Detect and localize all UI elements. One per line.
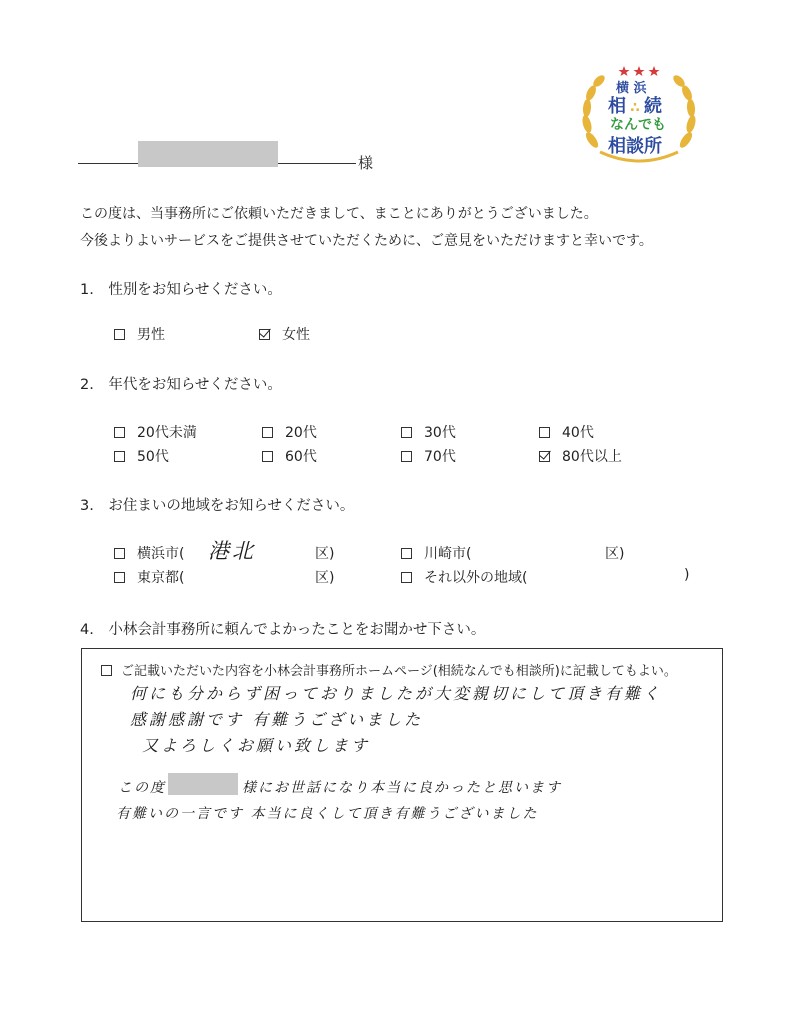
consent-label: ご記載いただいた内容を小林会計事務所ホームページ(相続なんでも相談所)に記載してもよい。 bbox=[121, 664, 677, 679]
option-female[interactable] bbox=[259, 324, 310, 344]
option-label: 20代 bbox=[285, 425, 317, 441]
option-label: 川崎市( bbox=[424, 546, 472, 562]
option-label: それ以外の地域( bbox=[424, 570, 528, 586]
checkbox-icon[interactable] bbox=[114, 427, 125, 438]
honorific: 様 bbox=[358, 154, 374, 172]
handwritten-line-1: 何にも分からず困っておりましたが大変親切にして頂き有難く bbox=[130, 684, 663, 703]
option-under-20[interactable] bbox=[114, 422, 197, 442]
handwritten-line-4a: この度 bbox=[118, 780, 166, 796]
option-60s[interactable] bbox=[262, 446, 317, 466]
option-yokohama[interactable] bbox=[114, 543, 184, 563]
checkbox-icon[interactable] bbox=[262, 427, 273, 438]
intro-line-1: この度は、当事務所にご依頼いただきまして、まことにありがとうございました。 bbox=[80, 206, 598, 222]
intro-line-2: 今後よりよいサービスをご提供させていただくために、ご意見をいただけますと幸いです。 bbox=[80, 233, 653, 249]
checkbox-icon[interactable] bbox=[262, 451, 273, 462]
option-label: 男性 bbox=[137, 327, 165, 343]
logo-dots-icon: ∴ bbox=[630, 100, 640, 116]
question-2-label: 2. 年代をお知らせください。 bbox=[80, 377, 282, 393]
checkbox-icon[interactable] bbox=[114, 451, 125, 462]
logo-line-3: なんでも bbox=[610, 117, 666, 133]
checked-checkbox-icon[interactable] bbox=[259, 329, 270, 340]
ward-suffix-1: 区) bbox=[315, 546, 335, 562]
option-label: 60代 bbox=[285, 449, 317, 465]
option-50s[interactable] bbox=[114, 446, 169, 466]
other-region-close: ) bbox=[684, 567, 690, 583]
option-label: 30代 bbox=[424, 425, 456, 441]
ward-suffix-3: 区) bbox=[315, 570, 335, 586]
question-1-label: 1. 性別をお知らせください。 bbox=[80, 282, 282, 298]
checkbox-icon[interactable] bbox=[401, 451, 412, 462]
option-tokyo[interactable] bbox=[114, 567, 184, 587]
logo-line-4: 相談所 bbox=[608, 136, 662, 157]
option-70s[interactable] bbox=[401, 446, 456, 466]
option-male[interactable] bbox=[114, 324, 165, 344]
option-other-region[interactable] bbox=[401, 567, 527, 587]
option-label: 50代 bbox=[137, 449, 169, 465]
option-label: 80代以上 bbox=[562, 449, 622, 465]
consent-option[interactable] bbox=[101, 660, 677, 679]
option-label: 20代未満 bbox=[137, 425, 197, 441]
option-80s-plus[interactable] bbox=[539, 446, 622, 466]
comment-box[interactable] bbox=[81, 648, 723, 922]
option-kawasaki[interactable] bbox=[401, 543, 471, 563]
handwritten-line-2: 感謝感謝です 有難うございました bbox=[130, 710, 424, 729]
handwritten-line-3: 又よろしくお願い致します bbox=[142, 736, 371, 755]
checked-checkbox-icon[interactable] bbox=[539, 451, 550, 462]
question-4-label: 4. 小林会計事務所に頼んでよかったことをお聞かせ下さい。 bbox=[80, 622, 486, 638]
logo-line-1: 横 浜 bbox=[616, 81, 647, 96]
option-label: 40代 bbox=[562, 425, 594, 441]
checkbox-icon[interactable] bbox=[401, 572, 412, 583]
logo-char-b: 続 bbox=[644, 96, 662, 117]
option-label: 女性 bbox=[282, 327, 310, 343]
option-20s[interactable] bbox=[262, 422, 317, 442]
redacted-name bbox=[138, 141, 278, 167]
checkbox-icon[interactable] bbox=[114, 548, 125, 559]
company-logo bbox=[578, 62, 700, 170]
checkbox-icon[interactable] bbox=[114, 572, 125, 583]
option-30s[interactable] bbox=[401, 422, 456, 442]
option-label: 横浜市( bbox=[137, 546, 185, 562]
checkbox-icon[interactable] bbox=[539, 427, 550, 438]
option-40s[interactable] bbox=[539, 422, 594, 442]
logo-char-a: 相 bbox=[608, 96, 626, 117]
handwritten-ward: 港北 bbox=[208, 539, 256, 563]
handwritten-line-5: 有難いの一言です 本当に良くして頂き有難うございました bbox=[116, 806, 539, 822]
checkbox-icon[interactable] bbox=[101, 665, 112, 676]
option-label: 70代 bbox=[424, 449, 456, 465]
checkbox-icon[interactable] bbox=[114, 329, 125, 340]
ward-suffix-2: 区) bbox=[605, 546, 625, 562]
question-3-label: 3. お住まいの地域をお知らせください。 bbox=[80, 498, 355, 514]
checkbox-icon[interactable] bbox=[401, 427, 412, 438]
checkbox-icon[interactable] bbox=[401, 548, 412, 559]
option-label: 東京都( bbox=[137, 570, 185, 586]
handwritten-line-4b: 様にお世話になり本当に良かったと思います bbox=[242, 780, 562, 796]
redacted-staff-name bbox=[168, 773, 238, 795]
